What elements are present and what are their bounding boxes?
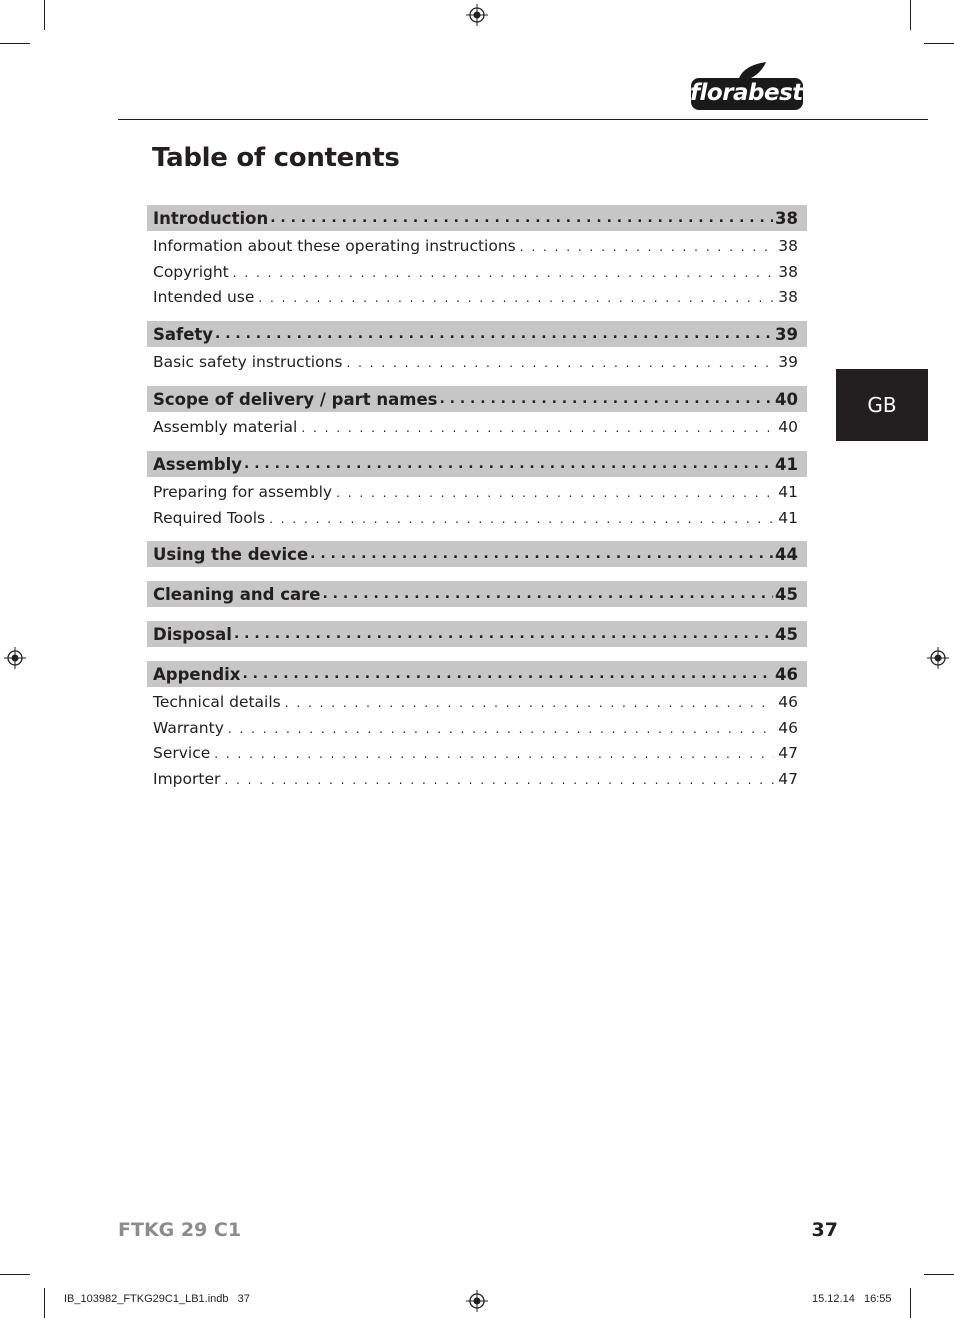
toc-entry[interactable] [147,285,807,311]
section-title: Cleaning and care [153,584,321,604]
crop-mark [924,43,954,44]
entry-page: 41 [778,483,798,501]
section-title: Disposal [153,624,232,644]
entry-title: Assembly material [153,418,298,436]
section-page: 38 [775,208,798,228]
toc-entry[interactable] [147,260,807,286]
leader-dots [310,541,773,567]
section-title: Safety [153,324,214,344]
crop-mark [910,1288,911,1318]
footer-model-number: FTKG 29 C1 [118,1219,242,1241]
entry-page: 46 [778,718,798,737]
crop-mark [0,1274,30,1275]
leader-dots [336,481,774,507]
entry-title: Intended use [153,288,255,306]
toc-section-cleaning-and-care [147,581,807,607]
crop-mark [0,43,30,44]
toc-section-scope-of-delivery [147,386,807,441]
toc-section-assembly [147,451,807,531]
entry-page: 38 [778,237,798,255]
entry-title: Copyright [153,262,229,281]
registration-mark-icon [4,647,26,669]
section-page: 44 [775,544,798,564]
entry-title: Warranty [153,718,224,737]
brand-logo [690,60,806,112]
entry-page: 47 [778,769,798,788]
leader-dots [285,691,774,717]
language-tab: GB [836,369,928,441]
section-page: 45 [775,584,798,604]
entry-page: 38 [778,262,798,281]
registration-mark-icon [466,4,488,26]
toc-section-heading[interactable] [147,661,807,687]
print-slug-file: IB_103982_FTKG29C1_LB1.indb 37 [64,1293,250,1305]
toc-entry[interactable] [147,415,807,441]
crop-mark [924,1274,954,1275]
entry-page: 40 [778,418,798,436]
section-page: 45 [775,624,798,644]
entry-title: Required Tools [153,508,266,527]
header-rule [118,119,928,120]
toc-entry[interactable] [147,690,807,716]
crop-mark [910,0,911,30]
footer-page-number: 37 [811,1219,838,1241]
section-title: Introduction [153,208,269,228]
leader-dots [228,717,774,743]
toc-section-heading[interactable] [147,321,807,347]
entry-title: Preparing for assembly [153,483,333,501]
toc-entry[interactable] [147,716,807,742]
leader-dots [215,321,773,347]
entry-title: Service [153,744,211,762]
toc-section-using-the-device [147,541,807,567]
toc-section-safety [147,321,807,376]
crop-mark [44,1288,45,1318]
toc-entry[interactable] [147,234,807,260]
section-page: 39 [775,324,798,344]
leader-dots [269,507,774,533]
toc-entry[interactable] [147,506,807,532]
entry-page: 41 [778,508,798,527]
section-title: Appendix [153,664,241,684]
page-title: Table of contents [152,143,400,173]
leader-dots [270,205,773,231]
leader-dots [233,261,774,287]
leader-dots [224,768,774,794]
entry-title: Technical details [153,693,281,711]
section-page: 41 [775,454,798,474]
leader-dots [242,661,773,687]
toc-section-introduction [147,205,807,311]
leader-dots [258,286,774,312]
entry-page: 46 [778,693,798,711]
print-slug-datetime: 15.12.14 16:55 [812,1293,892,1305]
entry-title: Basic safety instructions [153,353,343,371]
toc-section-appendix [147,661,807,792]
entry-title: Importer [153,769,221,788]
registration-mark-icon [927,647,949,669]
toc-section-disposal [147,621,807,647]
logo-text: florabest [690,80,803,106]
entry-page: 38 [778,288,798,306]
leader-dots [244,451,773,477]
toc-entry[interactable] [147,767,807,793]
toc-entry[interactable] [147,741,807,767]
leader-dots [301,416,774,442]
leader-dots [214,742,774,768]
toc-entry[interactable] [147,350,807,376]
toc-section-heading[interactable] [147,621,807,647]
leader-dots [520,235,774,261]
leader-dots [322,581,773,607]
toc-section-heading[interactable] [147,451,807,477]
section-title: Using the device [153,544,309,564]
section-title: Scope of delivery / part names [153,389,438,409]
toc-entry[interactable] [147,480,807,506]
crop-mark [44,0,45,30]
toc-section-heading[interactable] [147,581,807,607]
toc-section-heading[interactable] [147,541,807,567]
entry-page: 39 [778,353,798,371]
registration-mark-icon [466,1290,488,1312]
leader-dots [234,621,773,647]
toc-section-heading[interactable] [147,205,807,231]
toc-section-heading[interactable] [147,386,807,412]
leader-dots [439,386,773,412]
leader-dots [346,351,774,377]
entry-title: Information about these operating instructions [153,237,516,255]
section-page: 40 [775,389,798,409]
section-page: 46 [775,664,798,684]
section-title: Assembly [153,454,243,474]
entry-page: 47 [778,744,798,762]
